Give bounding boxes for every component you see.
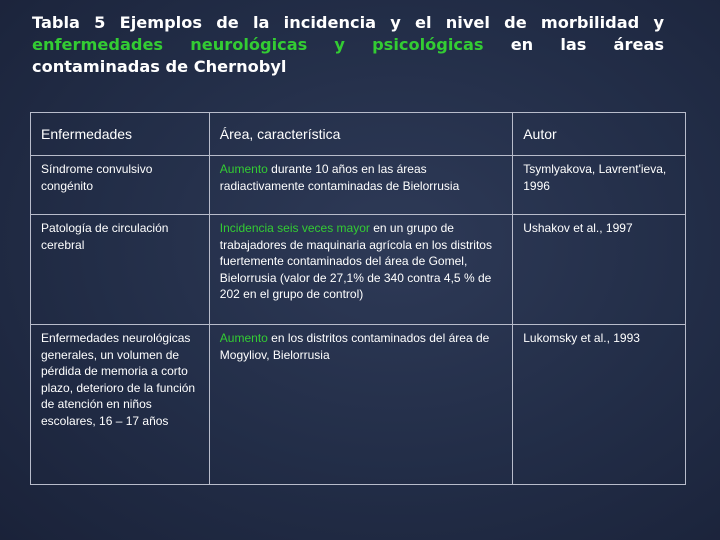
author-cell: Tsymlyakova, Lavrent'ieva, 1996	[513, 156, 686, 215]
header-enfermedades: Enfermedades	[31, 113, 210, 156]
title-part2: en las áreas contaminadas de Chernobyl	[32, 35, 665, 76]
area-highlight: Incidencia seis veces mayor	[219, 221, 370, 235]
header-autor: Autor	[513, 113, 686, 156]
title-part1: Tabla 5 Ejemplos de la incidencia y el nivel de morbilidad y	[32, 13, 664, 32]
table-row	[31, 325, 686, 485]
header-area: Área, característica	[209, 113, 512, 156]
area-cell	[209, 156, 512, 215]
disease-cell: Síndrome convulsivo congénito	[31, 156, 210, 215]
disease-cell: Enfermedades neurológicas generales, un volumen de pérdida de memoria a corto plazo, deterioro de la función de atención en niños escolares, 16 – 17 años	[31, 325, 210, 485]
disease-cell: Patología de circulación cerebral	[31, 215, 210, 325]
author-cell: Lukomsky et al., 1993	[513, 325, 686, 485]
area-cell	[209, 215, 512, 325]
area-text: durante 10 años en las áreas radiactivamente contaminadas de Bielorrusia	[219, 162, 460, 193]
area-text: en un grupo de trabajadores de maquinaria agrícola en los distritos fuertemente contaminados del área de Gomel, Bielorrusia (valor de 27,1% de 340 contra 4,5 % de 202 en el grupo de control)	[219, 221, 492, 302]
area-text: en los distritos contaminados del área de Mogyliov, Bielorrusia	[219, 331, 490, 362]
table-header-row	[31, 113, 686, 156]
morbidity-table	[30, 112, 686, 485]
area-highlight: Aumento	[219, 162, 268, 176]
table-row	[31, 156, 686, 215]
area-cell	[209, 325, 512, 485]
table-row	[31, 215, 686, 325]
slide-title	[32, 12, 664, 78]
area-highlight: Aumento	[219, 331, 268, 345]
author-cell: Ushakov et al., 1997	[513, 215, 686, 325]
title-highlight: enfermedades neurológicas y psicológicas	[32, 35, 484, 54]
